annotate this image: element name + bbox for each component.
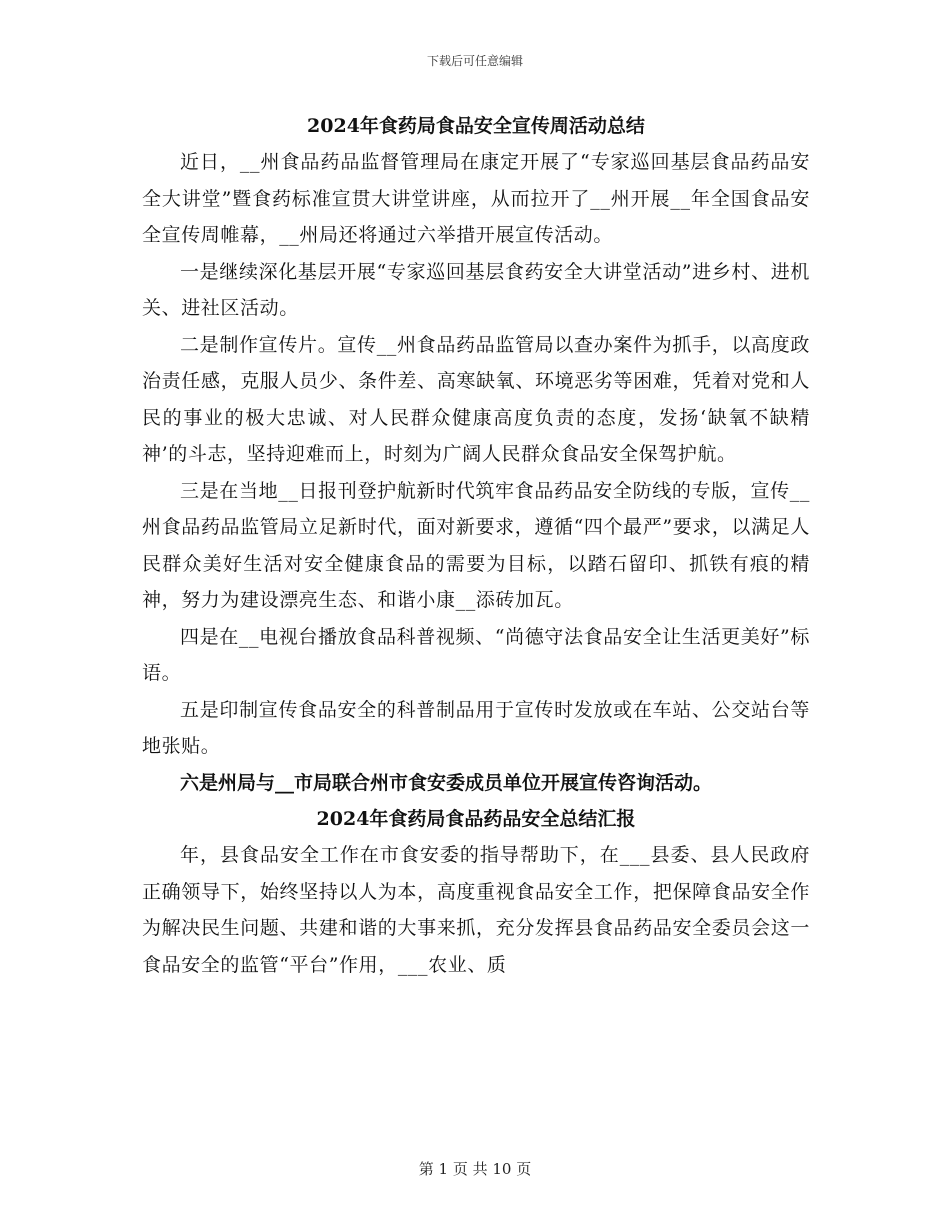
page-header-note: 下载后可任意编辑	[426, 54, 523, 68]
paragraph-item-2: 二是制作宣传片。宣传__州食品药品监管局以查办案件为抓手，以高度政治责任感，克服人员少、条件差、高寒缺氧、环境恶劣等困难，凭着对党和人民的事业的极大忠诚、对人民群众健康高度负责的态度，发扬‘缺氧不缺精神’的斗志，坚持迎难而上，时刻为广阔人民群众食品安全保驾护航。	[142, 333, 810, 465]
document-title: 2024年食药局食品安全宣传周活动总结	[307, 115, 645, 137]
paragraph-item-5: 五是印制宣传食品安全的科普制品用于宣传时发放或在车站、公交站台等地张贴。	[142, 698, 810, 757]
paragraph-report: 年，县食品安全工作在市食安委的指导帮助下，在___县委、县人民政府正确领导下，始终坚持以人为本，高度重视食品安全工作，把保障食品安全作为解决民生问题、共建和谐的大事来抓，充分发挥县食品药品安全委员会这一食品安全的监管“平台”作用，___农业、质	[142, 844, 810, 976]
page-footer-number: 第 1 页 共 10 页	[418, 1160, 532, 1178]
paragraph-intro: 近日，__州食品药品监督管理局在康定开展了“专家巡回基层食品药品安全大讲堂”暨食药标准宣贯大讲堂讲座，从而拉开了__州开展__年全国食品安全宣传周帷幕，__州局还将通过六举措开展宣传活动。	[142, 151, 810, 246]
section-title: 2024年食药局食品药品安全总结汇报	[316, 808, 636, 830]
paragraph-item-4: 四是在__电视台播放食品科普视频、“尚德守法食品安全让生活更美好”标语。	[142, 625, 810, 684]
paragraph-item-6: 六是州局与__市局联合州市食安委成员单位开展宣传咨询活动。	[180, 771, 713, 794]
paragraph-item-1: 一是继续深化基层开展“专家巡回基层食药安全大讲堂活动”进乡村、进机关、进社区活动。	[142, 260, 810, 319]
document-body	[142, 108, 810, 983]
paragraph-item-3: 三是在当地__日报刊登护航新时代筑牢食品药品安全防线的专版，宣传__州食品药品监管局立足新时代，面对新要求，遵循“四个最严”要求，以满足人民群众美好生活对安全健康食品的需要为目标，以踏石留印、抓铁有痕的精神，努力为建设漂亮生态、和谐小康__添砖加瓦。	[142, 479, 810, 611]
